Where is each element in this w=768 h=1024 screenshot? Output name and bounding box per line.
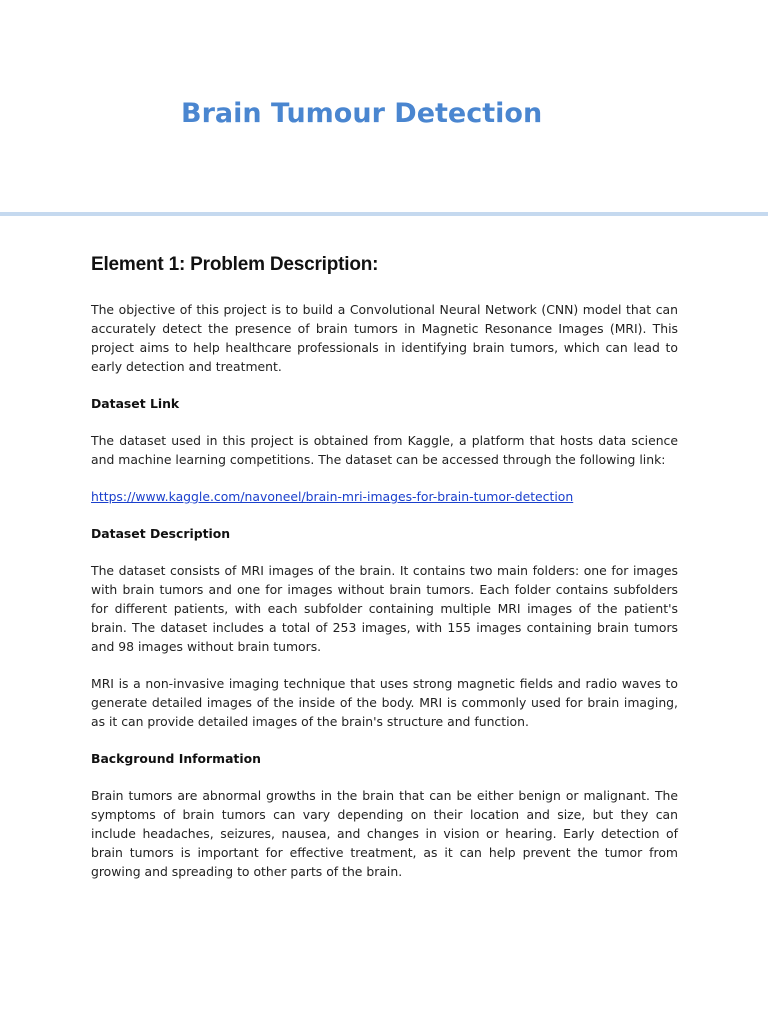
mri-description-paragraph: MRI is a non-invasive imaging technique that uses strong magnetic fields and radio waves to generate detailed images of the inside of the body. MRI is commonly used for brain imaging, as it can provide detailed images of the brain's structure and function. [91,676,678,729]
dataset-url-link[interactable]: https://www.kaggle.com/navoneel/brain-mri-images-for-brain-tumor-detection [91,489,574,504]
dataset-link-paragraph: The dataset used in this project is obtained from Kaggle, a platform that hosts data science and machine learning competitions. The dataset can be accessed through the following link: [91,433,678,467]
title-divider [0,212,768,216]
background-information-heading: Background Information [91,751,261,766]
dataset-description-heading: Dataset Description [91,526,231,541]
document-title: Brain Tumour Detection [181,98,543,129]
background-information-paragraph: Brain tumors are abnormal growths in the brain that can be either benign or malignant. The symptoms of brain tumors can vary depending on their location and size, but they can include headaches, seizures, nausea, and changes in vision or hearing. Early detection of brain tumors is important for effective treatment, as it can help prevent the tumor from growing and spreading to other parts of the brain. [91,788,678,879]
document-body [91,250,678,899]
dataset-link-line [91,487,678,506]
dataset-link-heading: Dataset Link [91,396,180,411]
section-heading: Element 1: Problem Description: [91,254,379,275]
intro-paragraph: The objective of this project is to build a Convolutional Neural Network (CNN) model that can accurately detect the presence of brain tumors in Magnetic Resonance Images (MRI). This project aims to help healthcare professionals in identifying brain tumors, which can lead to early detection and treatment. [91,302,678,374]
dataset-description-paragraph: The dataset consists of MRI images of the brain. It contains two main folders: one for images with brain tumors and one for images without brain tumors. Each folder contains subfolders for different patients, with each subfolder containing multiple MRI images of the patient's brain. The dataset includes a total of 253 images, with 155 images containing brain tumors and 98 images without brain tumors. [91,563,678,654]
